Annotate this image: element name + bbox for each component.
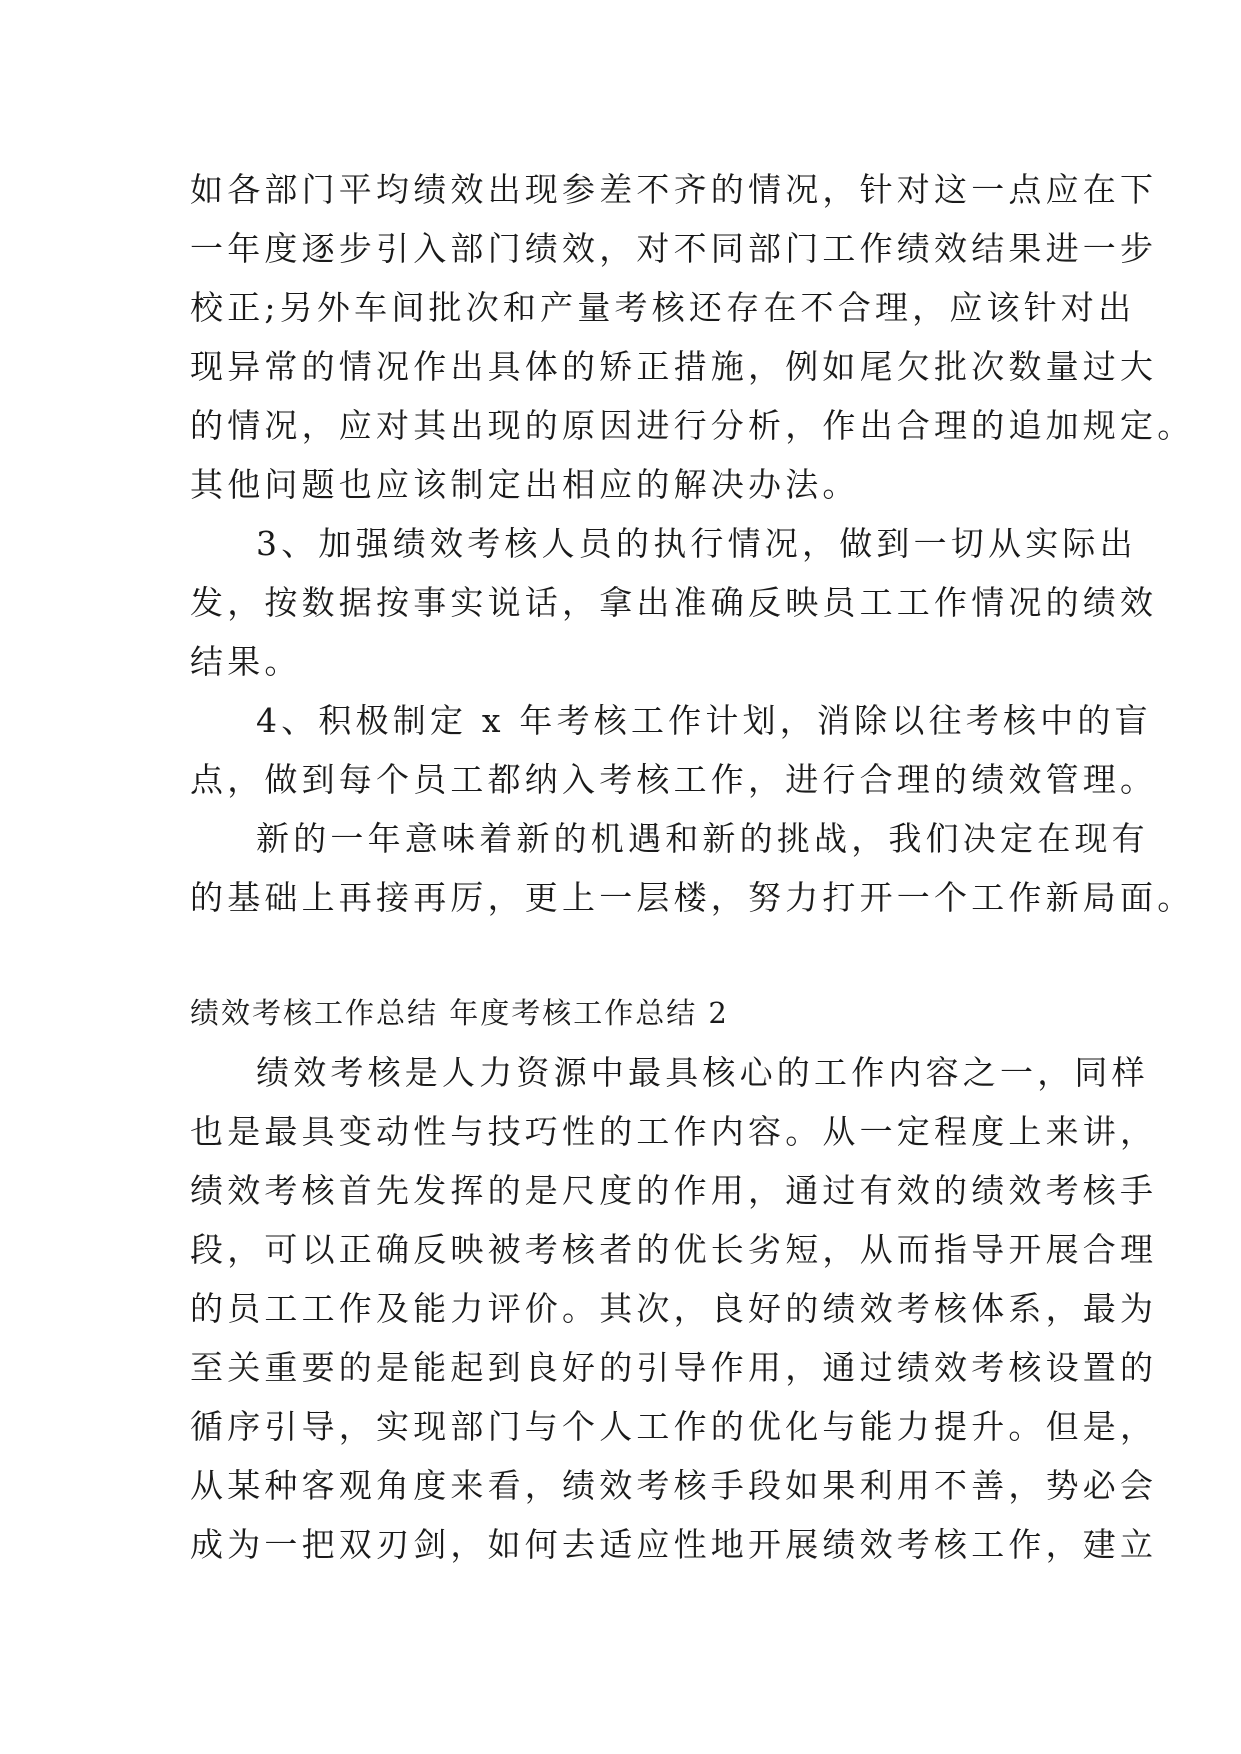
paragraph-performance-assessment (190, 1043, 1158, 1574)
paragraph-new-year (190, 809, 1195, 927)
text-line: 的员工工作及能力评价。其次，良好的绩效考核体系，最为 (190, 1289, 1158, 1328)
text-line: 循序引导，实现部门与个人工作的优化与能力提升。但是， (190, 1407, 1158, 1446)
text-line: 成为一把双刃剑，如何去适应性地开展绩效考核工作，建立 (190, 1525, 1158, 1564)
paragraph-item-3 (190, 514, 1158, 691)
text-line: 新的一年意味着新的机遇和新的挑战，我们决定在现有 (256, 819, 1149, 858)
text-line: 段，可以正确反映被考核者的优长劣短，从而指导开展合理 (190, 1230, 1158, 1269)
text-line: 的情况，应对其出现的原因进行分析，作出合理的追加规定。 (190, 406, 1195, 445)
text-line: 的基础上再接再厉，更上一层楼，努力打开一个工作新局面。 (190, 878, 1195, 917)
section-gap (190, 927, 1052, 984)
text-line: 绩效考核首先发挥的是尺度的作用，通过有效的绩效考核手 (190, 1171, 1158, 1210)
text-line: 现异常的情况作出具体的矫正措施，例如尾欠批次数量过大 (190, 347, 1158, 386)
text-line: 结果。 (190, 642, 302, 681)
section-heading: 绩效考核工作总结 年度考核工作总结 2 (190, 996, 729, 1030)
text-line: 校正;另外车间批次和产量考核还存在不合理，应该针对出 (190, 288, 1136, 327)
document-page (190, 160, 1195, 1574)
text-line: 3、加强绩效考核人员的执行情况，做到一切从实际出 (256, 524, 1137, 563)
text-line: 一年度逐步引入部门绩效，对不同部门工作绩效结果进一步 (190, 229, 1158, 268)
text-line: 点，做到每个员工都纳入考核工作，进行合理的绩效管理。 (190, 760, 1158, 799)
text-line: 发，按数据按事实说话，拿出准确反映员工工作情况的绩效 (190, 583, 1158, 622)
paragraph-item-4 (190, 691, 1158, 809)
text-line: 也是最具变动性与技巧性的工作内容。从一定程度上来讲， (190, 1112, 1158, 1151)
text-line: 如各部门平均绩效出现参差不齐的情况，针对这一点应在下 (190, 170, 1158, 209)
text-line: 绩效考核是人力资源中最具核心的工作内容之一，同样 (256, 1053, 1149, 1092)
paragraph-department-performance (190, 160, 1195, 514)
text-line: 至关重要的是能起到良好的引导作用，通过绩效考核设置的 (190, 1348, 1158, 1387)
text-line: 从某种客观角度来看，绩效考核手段如果利用不善，势必会 (190, 1466, 1158, 1505)
text-line: 4、积极制定 x 年考核工作计划，消除以往考核中的盲 (256, 701, 1152, 740)
text-line: 其他问题也应该制定出相应的解决办法。 (190, 465, 860, 504)
